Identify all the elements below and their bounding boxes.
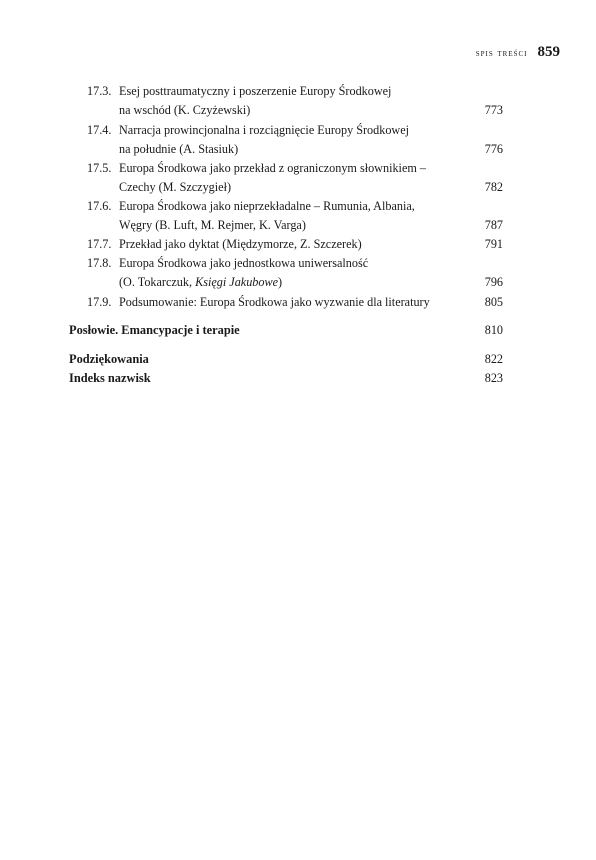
toc-entry-number: 17.5.	[87, 161, 112, 175]
toc-entry-page: 787	[484, 218, 503, 232]
toc-section-page: 810	[484, 323, 503, 337]
toc-section-page: 823	[484, 371, 503, 385]
toc-entry-title-line1: Przekład jako dyktat (Międzymorze, Z. Szczerek)	[119, 237, 362, 251]
toc-section-page: 822	[484, 352, 503, 366]
toc-entry-number: 17.3.	[87, 84, 112, 98]
toc-entry-title-line1: Europa Środkowa jako przekład z ograniczonym słownikiem –	[119, 161, 426, 175]
toc-entry-title-suffix: )	[278, 275, 283, 289]
toc-entry-page: 782	[484, 180, 503, 194]
toc-entry-page: 776	[484, 142, 503, 156]
toc-entry-page: 796	[484, 275, 503, 289]
toc-entry-title-line1: Esej posttraumatyczny i poszerzenie Europy Środkowej	[119, 84, 392, 98]
page-number: 859	[537, 44, 560, 60]
toc-entry-title-line2: na południe (A. Stasiuk)	[119, 142, 239, 156]
toc-section-title: Podziękowania	[69, 352, 149, 366]
book-title: Księgi Jakubowe	[195, 275, 279, 289]
toc-entry-page: 791	[484, 237, 503, 251]
running-header-title: spis treści	[475, 48, 528, 59]
running-header	[476, 44, 560, 61]
toc-entry-title-line1: Narracja prowincjonalna i rozciągnięcie Europy Środkowej	[119, 123, 410, 137]
toc-section-title: Indeks nazwisk	[69, 371, 151, 385]
toc-entry-number: 17.9.	[87, 295, 112, 309]
toc-entry-number: 17.6.	[87, 199, 112, 213]
toc-entry-title-line1: Europa Środkowa jako nieprzekładalne – Rumunia, Albania,	[119, 199, 415, 213]
toc-entry-page: 773	[484, 103, 503, 117]
toc-entry-title-line1: Europa Środkowa jako jednostkowa uniwersalność	[119, 256, 369, 270]
toc-entry-title-prefix: (O. Tokarczuk,	[119, 275, 196, 289]
toc-entry-title-line2	[119, 274, 282, 290]
toc-entry-title-line2: Węgry (B. Luft, M. Rejmer, K. Varga)	[119, 218, 306, 232]
toc-entry-title-line2: na wschód (K. Czyżewski)	[119, 103, 251, 117]
toc-entry-number: 17.4.	[87, 123, 112, 137]
toc-entry-number: 17.8.	[87, 256, 112, 270]
toc-entry-title-line1: Podsumowanie: Europa Środkowa jako wyzwanie dla literatury	[119, 295, 430, 309]
toc-entry-number: 17.7.	[87, 237, 112, 251]
toc-section-title: Posłowie. Emancypacje i terapie	[69, 323, 240, 337]
toc-entry-page: 805	[484, 295, 503, 309]
toc-entry-title-line2: Czechy (M. Szczygieł)	[119, 180, 232, 194]
